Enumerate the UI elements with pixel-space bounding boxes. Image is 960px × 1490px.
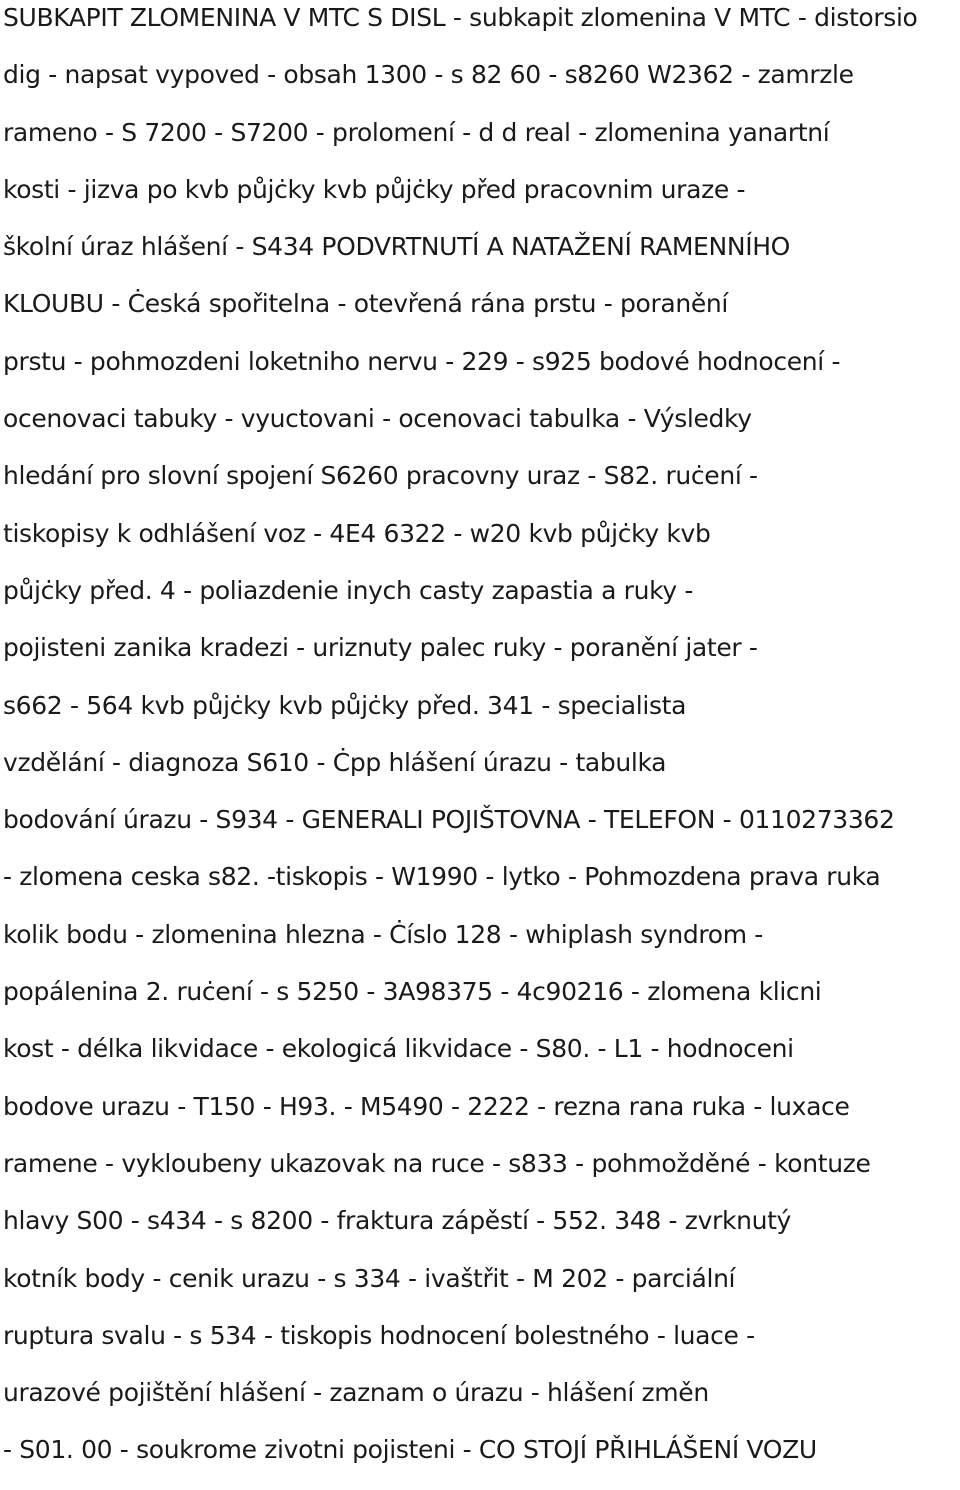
text-line: kotník body - cenik urazu - s 334 - ivaštřit - M 202 - parciální bbox=[3, 1263, 736, 1293]
text-paragraph bbox=[3, 0, 960, 1490]
text-line: kolik bodu - zlomenina hlezna - Ċíslo 128 - whiplash syndrom - bbox=[3, 919, 763, 949]
text-line: urazové pojištění hlášení - zaznam o úrazu - hlášení změn bbox=[3, 1378, 709, 1408]
text-line: SUBKAPIT ZLOMENINA V MTC S DISL - subkapit zlomenina V MTC - distorsio bbox=[3, 3, 918, 32]
text-line: hledání pro slovní spojení S6260 pracovny uraz - S82. ruċení - bbox=[3, 461, 758, 491]
text-line: dig - napsat vypoved - obsah 1300 - s 82 60 - s8260 W2362 - zamrzle bbox=[3, 60, 854, 90]
text-line: pojisteni zanika kradezi - uriznuty palec ruky - poranění jater - bbox=[3, 633, 758, 663]
text-line: hlavy S00 - s434 - s 8200 - fraktura zápěstí - 552. 348 - zvrknutý bbox=[3, 1206, 791, 1236]
text-line: kosti - jizva po kvb půjċky kvb půjċky před pracovnim uraze - bbox=[3, 174, 746, 204]
text-line: popálenina 2. ruċení - s 5250 - 3A98375 - 4c90216 - zlomena klicni bbox=[3, 977, 822, 1007]
text-line: - zlomena ceska s82. -tiskopis - W1990 - lytko - Pohmozdena prava ruka bbox=[3, 862, 881, 892]
text-line: půjċky před. 4 - poliazdenie inych casty zapastia a ruky - bbox=[3, 575, 694, 605]
text-line: - S01. 00 - soukrome zivotni pojisteni - CO STOJÍ PŘIHLÁŠENÍ VOZU bbox=[3, 1435, 817, 1465]
text-line: prstu - pohmozdeni loketniho nervu - 229 - s925 bodové hodnocení - bbox=[3, 346, 841, 376]
text-line: KLOUBU - Ċeská spořitelna - otevřená rána prstu - poranění bbox=[3, 289, 728, 319]
text-line: s662 - 564 kvb půjċky kvb půjċky před. 341 - specialista bbox=[3, 690, 687, 720]
text-line: bodování úrazu - S934 - GENERALI POJIŠTOVNA - TELEFON - 0110273362 bbox=[3, 805, 895, 835]
text-line: ramene - vykloubeny ukazovak na ruce - s833 - pohmožděné - kontuze bbox=[3, 1148, 871, 1178]
text-line: tiskopisy k odhlášení voz - 4E4 6322 - w20 kvb půjċky kvb bbox=[3, 518, 711, 548]
text-line: vzdělání - diagnoza S610 - Ċpp hlášení úrazu - tabulka bbox=[3, 747, 667, 777]
text-line: kost - délka likvidace - ekologicá likvidace - S80. - L1 - hodnoceni bbox=[3, 1034, 794, 1064]
text-line: školní úraz hlášení - S434 PODVRTNUTÍ A NATAŽENÍ RAMENNÍHO bbox=[3, 232, 791, 262]
text-line: bodove urazu - T150 - H93. - M5490 - 2222 - rezna rana ruka - luxace bbox=[3, 1091, 850, 1121]
text-line: rameno - S 7200 - S7200 - prolomení - d d real - zlomenina yanartní bbox=[3, 117, 830, 147]
text-line: ocenovaci tabuky - vyuctovani - ocenovaci tabulka - Výsledky bbox=[3, 404, 752, 434]
text-line: ruptura svalu - s 534 - tiskopis hodnocení bolestného - luace - bbox=[3, 1320, 755, 1350]
